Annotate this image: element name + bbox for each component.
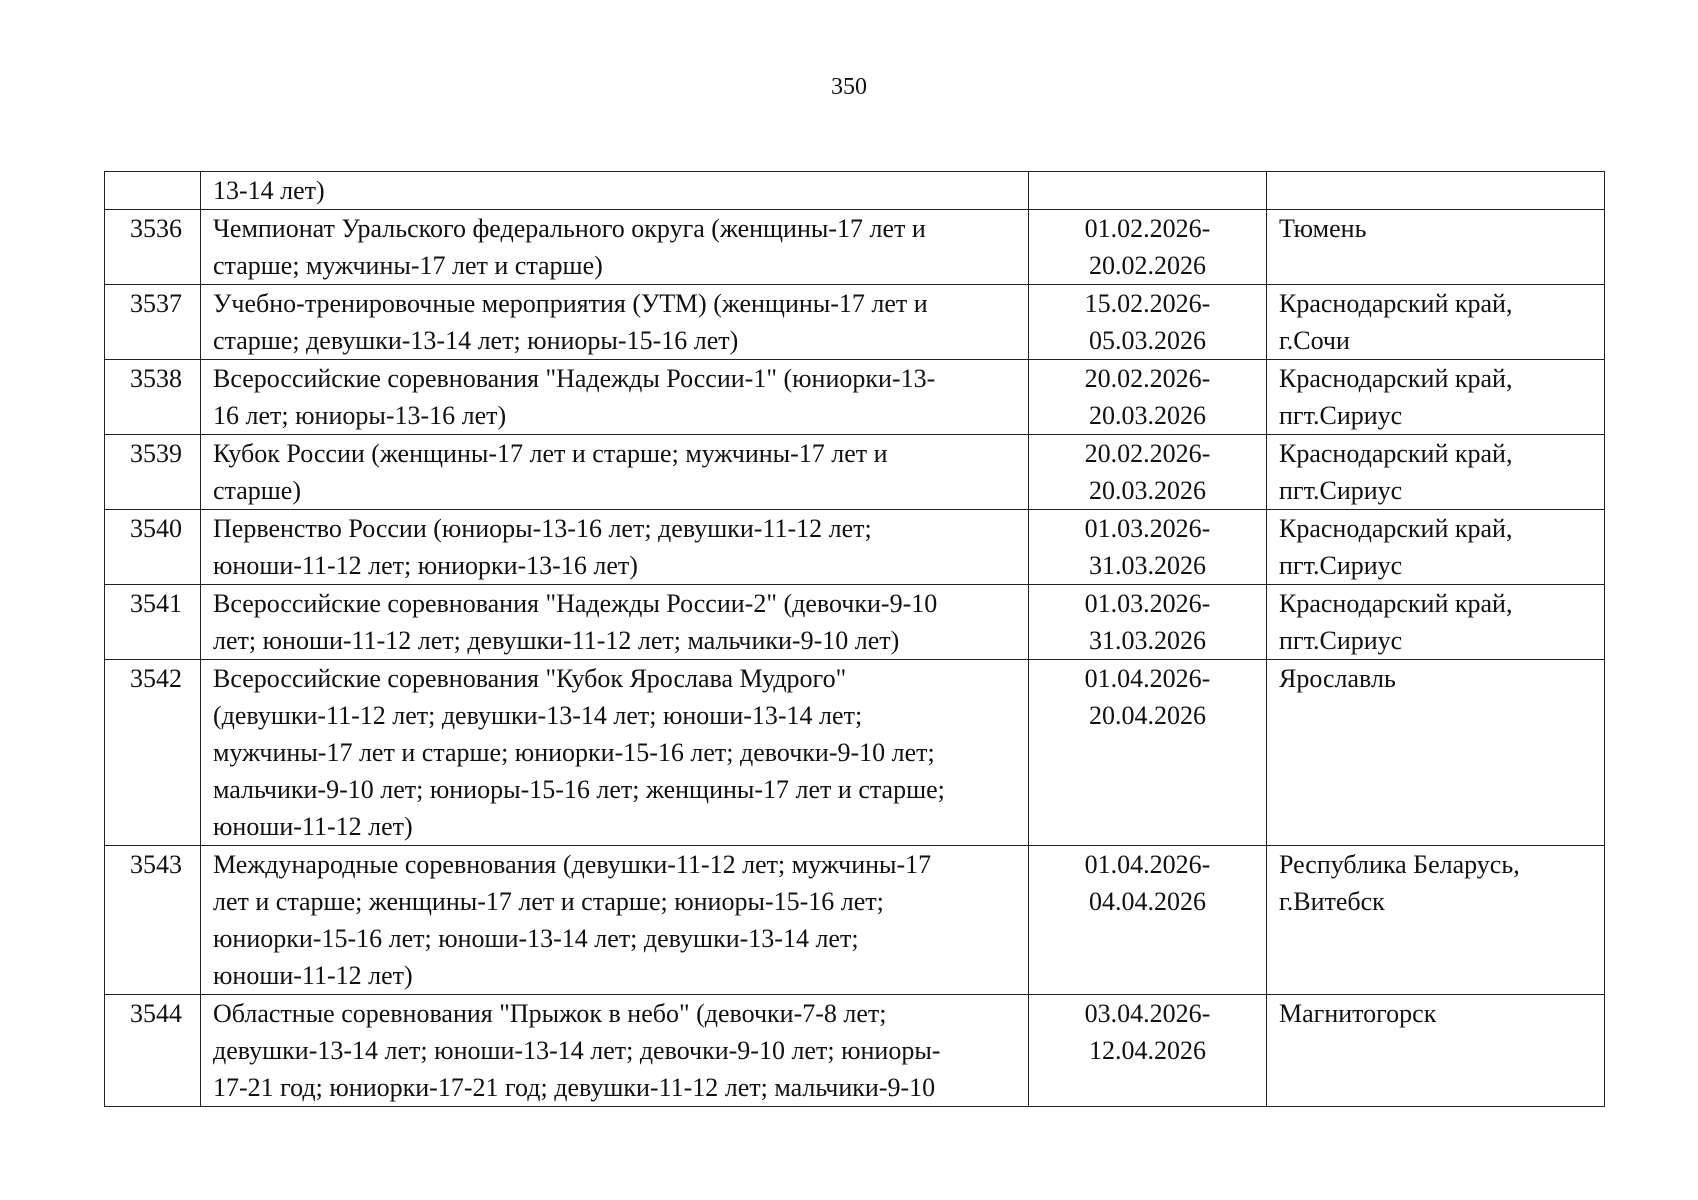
table-row — [105, 172, 1605, 210]
page-number: 350 — [831, 74, 867, 100]
event-dates: 01.04.2026- 04.04.2026 — [1029, 846, 1267, 995]
event-name: Всероссийские соревнования "Кубок Ярослава Мудрого" (девушки-11-12 лет; девушки-13-14 лет; юноши-13-14 лет; мужчины-17 лет и старше; юниорки-15-16 лет; девочки-9-10 лет; мальчики-9-10 лет; юниоры-15-16 лет; женщины-17 лет и старше; юноши-11-12 лет) — [201, 660, 1029, 846]
event-name: Учебно-тренировочные мероприятия (УТМ) (женщины-17 лет и старше; девушки-13-14 лет; юниоры-15-16 лет) — [201, 285, 1029, 360]
event-name: Международные соревнования (девушки-11-12 лет; мужчины-17 лет и старше; женщины-17 лет и старше; юниоры-15-16 лет; юниорки-15-16 лет; юноши-13-14 лет; девушки-13-14 лет; юноши-11-12 лет) — [201, 846, 1029, 995]
event-place — [1267, 172, 1605, 210]
event-number: 3540 — [105, 510, 201, 585]
event-place: Ярославль — [1267, 660, 1605, 846]
table-row — [105, 995, 1605, 1107]
events-table — [104, 171, 1605, 1107]
table-row — [105, 846, 1605, 995]
event-number: 3538 — [105, 360, 201, 435]
event-number: 3537 — [105, 285, 201, 360]
event-dates: 01.03.2026- 31.03.2026 — [1029, 585, 1267, 660]
table-row — [105, 660, 1605, 846]
event-place: Магнитогорск — [1267, 995, 1605, 1107]
event-place: Тюмень — [1267, 210, 1605, 285]
event-dates: 03.04.2026- 12.04.2026 — [1029, 995, 1267, 1107]
event-number: 3536 — [105, 210, 201, 285]
event-dates: 20.02.2026- 20.03.2026 — [1029, 435, 1267, 510]
table-row — [105, 585, 1605, 660]
event-name: Областные соревнования "Прыжок в небо" (девочки-7-8 лет; девушки-13-14 лет; юноши-13-14 лет; девочки-9-10 лет; юниоры- 17-21 год; юниорки-17-21 год; девушки-11-12 лет; мальчики-9-10 — [201, 995, 1029, 1107]
event-name: 13-14 лет) — [201, 172, 1029, 210]
event-name: Кубок России (женщины-17 лет и старше; мужчины-17 лет и старше) — [201, 435, 1029, 510]
event-dates: 15.02.2026- 05.03.2026 — [1029, 285, 1267, 360]
table-row — [105, 360, 1605, 435]
event-place: Краснодарский край, пгт.Сириус — [1267, 510, 1605, 585]
event-place: Республика Беларусь, г.Витебск — [1267, 846, 1605, 995]
event-number: 3539 — [105, 435, 201, 510]
event-dates: 20.02.2026- 20.03.2026 — [1029, 360, 1267, 435]
event-number — [105, 172, 201, 210]
event-dates: 01.03.2026- 31.03.2026 — [1029, 510, 1267, 585]
event-name: Первенство России (юниоры-13-16 лет; девушки-11-12 лет; юноши-11-12 лет; юниорки-13-16 лет) — [201, 510, 1029, 585]
event-place: Краснодарский край, г.Сочи — [1267, 285, 1605, 360]
event-number: 3543 — [105, 846, 201, 995]
event-dates: 01.02.2026- 20.02.2026 — [1029, 210, 1267, 285]
event-place: Краснодарский край, пгт.Сириус — [1267, 585, 1605, 660]
table-row — [105, 435, 1605, 510]
event-name: Всероссийские соревнования "Надежды России-1" (юниорки-13- 16 лет; юниоры-13-16 лет) — [201, 360, 1029, 435]
event-name: Чемпионат Уральского федерального округа (женщины-17 лет и старше; мужчины-17 лет и старше) — [201, 210, 1029, 285]
table-row — [105, 510, 1605, 585]
event-dates — [1029, 172, 1267, 210]
table-row — [105, 285, 1605, 360]
event-number: 3542 — [105, 660, 201, 846]
event-name: Всероссийские соревнования "Надежды России-2" (девочки-9-10 лет; юноши-11-12 лет; девушки-11-12 лет; мальчики-9-10 лет) — [201, 585, 1029, 660]
event-place: Краснодарский край, пгт.Сириус — [1267, 360, 1605, 435]
event-place: Краснодарский край, пгт.Сириус — [1267, 435, 1605, 510]
event-number: 3541 — [105, 585, 201, 660]
table-row — [105, 210, 1605, 285]
event-dates: 01.04.2026- 20.04.2026 — [1029, 660, 1267, 846]
event-number: 3544 — [105, 995, 201, 1107]
